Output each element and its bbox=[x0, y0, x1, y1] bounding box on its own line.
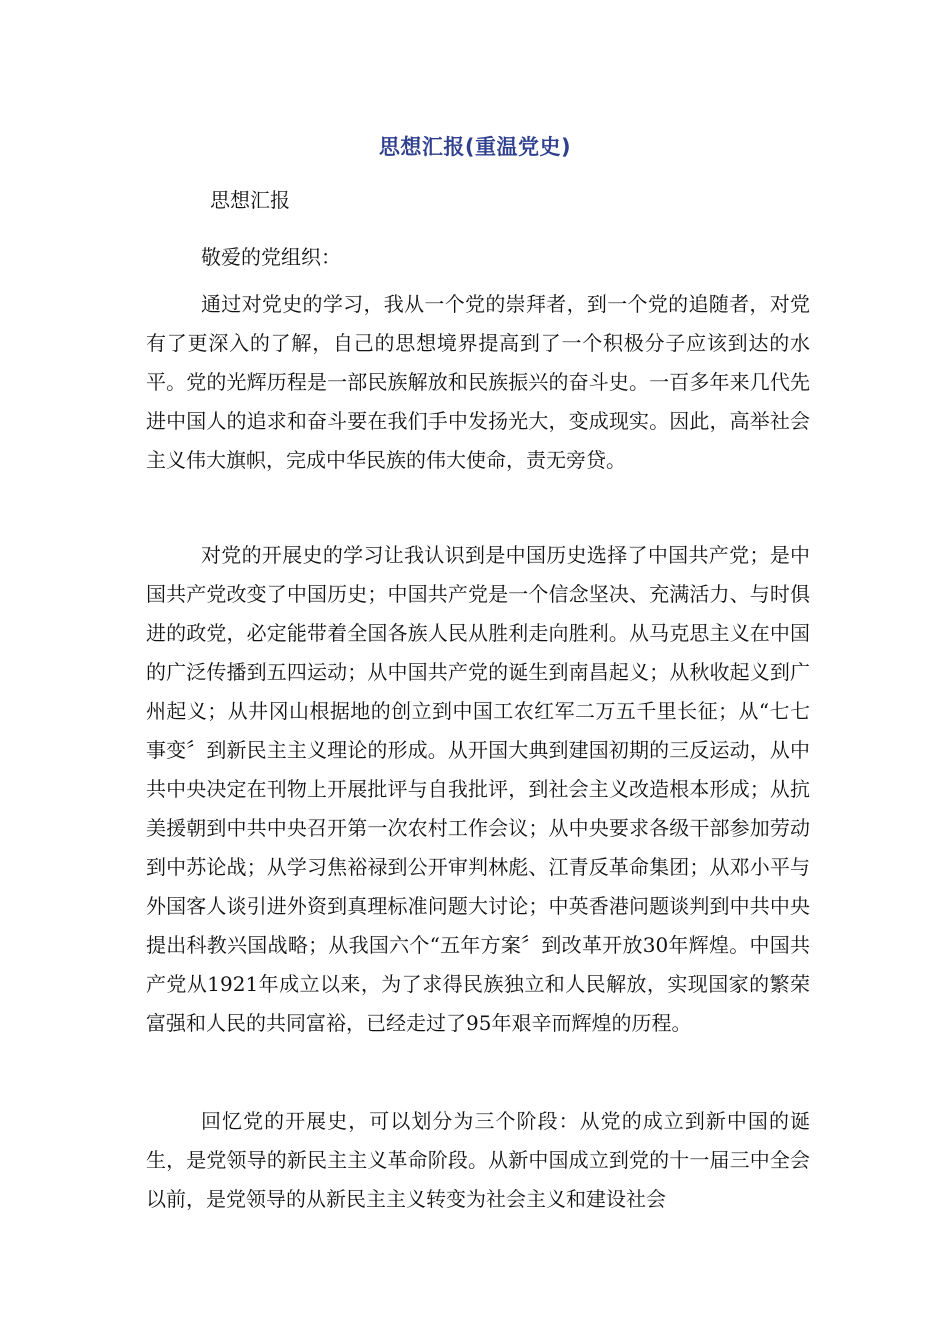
salutation: 敬爱的党组织： bbox=[201, 245, 341, 269]
document-title: 思想汇报(重温党史) bbox=[378, 135, 572, 159]
paragraph-1: 通过对党史的学习，我从一个党的崇拜者，到一个党的追随者，对党有了更深入的了解，自己的思想境界提高到了一个积极分子应该到达的水平。党的光辉历程是一部民族解放和民族振兴的奋斗史。一百多年来几代先进中国人的追求和奋斗要在我们手中发扬光大，变成现实。因此，高举社会主义伟大旗帜，完成中华民族的伟大使命，责无旁贷。 bbox=[146, 292, 810, 472]
document-subtitle: 思想汇报 bbox=[210, 188, 290, 212]
paragraph-2: 对党的开展史的学习让我认识到是中国历史选择了中国共产党；是中国共产党改变了中国历史；中国共产党是一个信念坚决、充满活力、与时俱进的政党，必定能带着全国各族人民从胜利走向胜利。从马克思主义在中国的广泛传播到五四运动；从中国共产党的诞生到南昌起义；从秋收起义到广州起义；从井冈山根据地的创立到中国工农红军二万五千里长征；从“七七事变〞到新民主主义理论的形成。从开国大典到建国初期的三反运动，从中共中央决定在刊物上开展批评与自我批评，到社会主义改造根本形成；从抗美援朝到中共中央召开第一次农村工作会议；从中央要求各级干部参加劳动到中苏论战；从学习焦裕禄到公开审判林彪、江青反革命集团；从邓小平与外国客人谈引进外资到真理标准问题大讨论；中英香港问题谈判到中共中央提出科教兴国战略；从我国六个“五年方案〞到改革开放30年辉煌。中国共产党从1921年成立以来，为了求得民族独立和人民解放，实现国家的繁荣富强和人民的共同富裕，已经走过了95年艰辛而辉煌的历程。 bbox=[146, 543, 810, 1035]
paragraph-3: 回忆党的开展史，可以划分为三个阶段：从党的成立到新中国的诞生，是党领导的新民主主义革命阶段。从新中国成立到党的十一届三中全会以前，是党领导的从新民主主义转变为社会主义和建设社会 bbox=[146, 1109, 810, 1211]
